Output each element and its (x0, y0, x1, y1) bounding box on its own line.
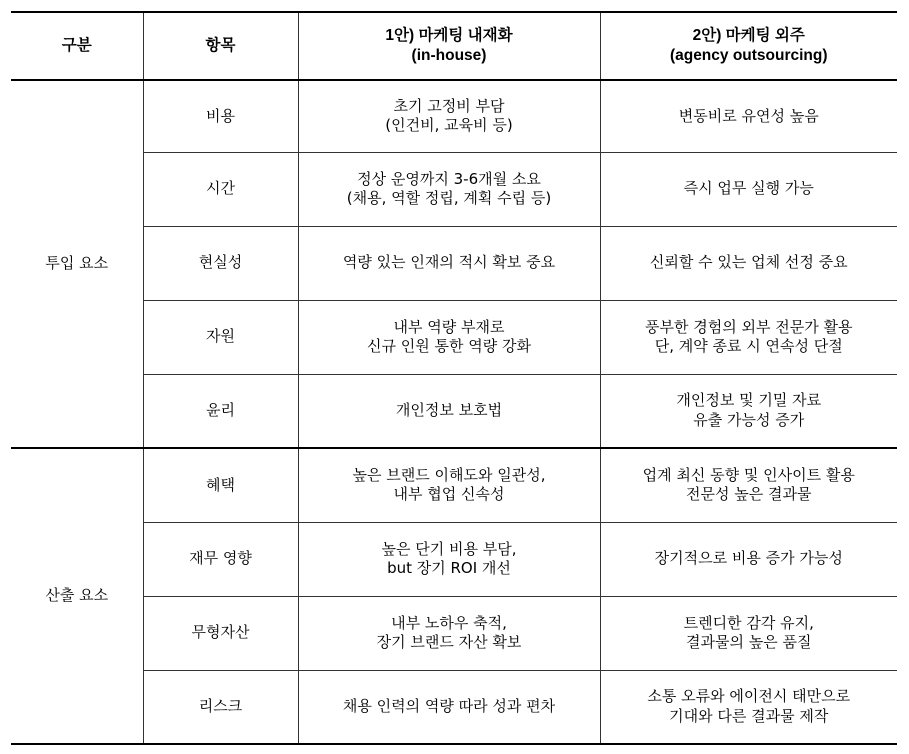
table-row (11, 448, 897, 522)
table-row (11, 596, 897, 670)
row-item: 윤리 (143, 374, 298, 448)
row-option1: 높은 단기 비용 부담, but 장기 ROI 개선 (298, 522, 600, 596)
comparison-table (11, 11, 897, 745)
group-label: 산출 요소 (11, 448, 143, 744)
row-option1: 채용 인력의 역량 따라 성과 편차 (298, 670, 600, 744)
row-item: 리스크 (143, 670, 298, 744)
table-row (11, 80, 897, 152)
row-item: 시간 (143, 152, 298, 226)
row-option2: 소통 오류와 에이전시 태만으로 기대와 다른 결과물 제작 (600, 670, 897, 744)
row-option2: 즉시 업무 실행 가능 (600, 152, 897, 226)
row-option1: 높은 브랜드 이해도와 일관성, 내부 협업 신속성 (298, 448, 600, 522)
row-option1: 역량 있는 인재의 적시 확보 중요 (298, 226, 600, 300)
row-item: 자원 (143, 300, 298, 374)
group-label: 투입 요소 (11, 80, 143, 448)
row-option1: 개인정보 보호법 (298, 374, 600, 448)
table-row (11, 226, 897, 300)
row-option2: 변동비로 유연성 높음 (600, 80, 897, 152)
table-row (11, 374, 897, 448)
table-row (11, 522, 897, 596)
row-option1: 초기 고정비 부담 (인건비, 교육비 등) (298, 80, 600, 152)
row-item: 비용 (143, 80, 298, 152)
row-option2: 풍부한 경험의 외부 전문가 활용 단, 계약 종료 시 연속성 단절 (600, 300, 897, 374)
table-row (11, 300, 897, 374)
row-option2: 업계 최신 동향 및 인사이트 활용 전문성 높은 결과물 (600, 448, 897, 522)
row-option1: 정상 운영까지 3-6개월 소요 (채용, 역할 정립, 계획 수립 등) (298, 152, 600, 226)
row-option2: 트렌디한 감각 유지, 결과물의 높은 품질 (600, 596, 897, 670)
header-category: 구분 (11, 12, 143, 80)
row-option2: 개인정보 및 기밀 자료 유출 가능성 증가 (600, 374, 897, 448)
row-option2: 장기적으로 비용 증가 가능성 (600, 522, 897, 596)
row-option2: 신뢰할 수 있는 업체 선정 중요 (600, 226, 897, 300)
table-row (11, 152, 897, 226)
row-item: 재무 영향 (143, 522, 298, 596)
header-item: 항목 (143, 12, 298, 80)
row-item: 무형자산 (143, 596, 298, 670)
header-row (11, 12, 897, 80)
row-item: 현실성 (143, 226, 298, 300)
row-option1: 내부 노하우 축적, 장기 브랜드 자산 확보 (298, 596, 600, 670)
table-row (11, 670, 897, 744)
header-option2: 2안) 마케팅 외주 (agency outsourcing) (600, 12, 897, 80)
row-option1: 내부 역량 부재로 신규 인원 통한 역량 강화 (298, 300, 600, 374)
row-item: 혜택 (143, 448, 298, 522)
header-option1: 1안) 마케팅 내재화 (in-house) (298, 12, 600, 80)
